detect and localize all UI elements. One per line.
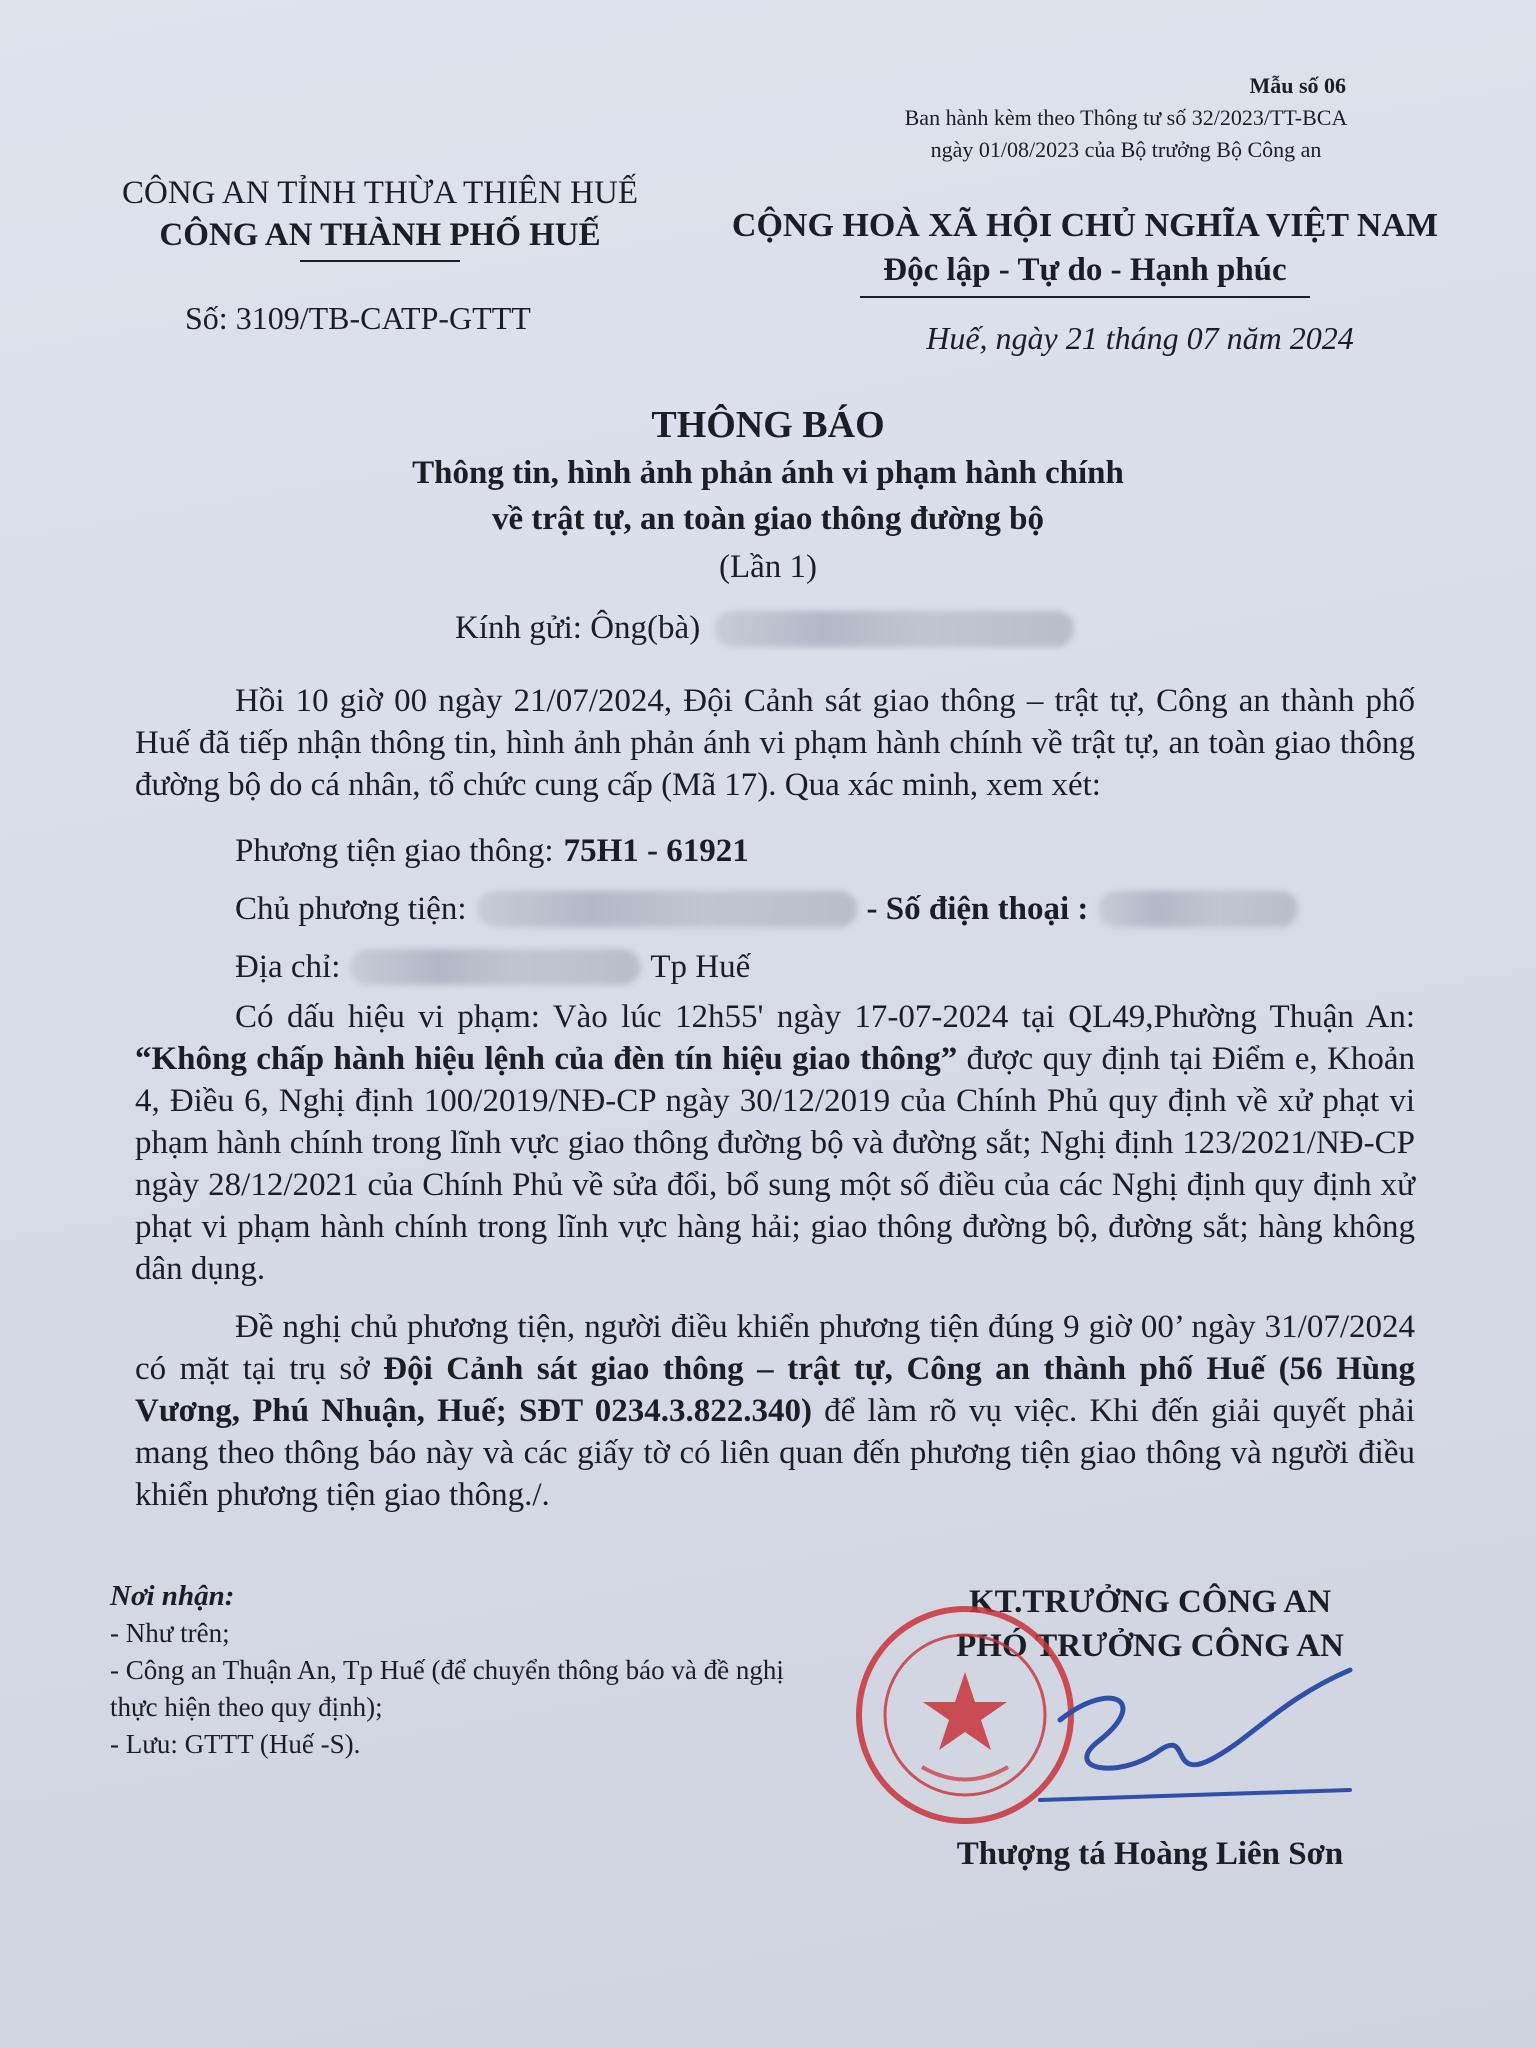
phone-label: - Số điện thoại : bbox=[866, 891, 1089, 927]
country-name: CỘNG HOÀ XÃ HỘI CHỦ NGHĨA VIỆT NAM bbox=[731, 207, 1439, 244]
violation-legal-basis: được quy định tại Điểm e, Khoản 4, Điều 6, Nghị định 100/2019/NĐ-CP ngày 30/12/2019 của Chính Phủ quy định về xử phạt vi phạm hành chính trong lĩnh vực giao thông đường bộ và đường sắt; Nghị định 123/2021/NĐ-CP ngày 28/12/2021 của Chính Phủ về sửa đổi, bổ sung một số điều của các Nghị định quy định xử phạt vi phạm hành chính trong lĩnh vực hàng hải; giao thông đường bộ, đường sắt; hàng không dân dụng. bbox=[135, 1041, 1415, 1287]
paragraph-intake: Hồi 10 giờ 00 ngày 21/07/2024, Đội Cảnh sát giao thông – trật tự, Công an thành phố Huế đã tiếp nhận thông tin, hình ảnh phản ánh vi phạm hành chính về trật tự, an toàn giao thông đường bộ do cá nhân, tổ chức cung cấp (Mã 17). Qua xác minh, xem xét: bbox=[135, 683, 1415, 803]
redacted-phone bbox=[1098, 891, 1298, 927]
recipient-item: - Lưu: GTTT (Huế -S). bbox=[110, 1729, 361, 1759]
recipients-heading: Nơi nhận: bbox=[110, 1580, 235, 1612]
notice-count: (Lần 1) bbox=[718, 549, 818, 585]
signer-title-line-2: PHÓ TRƯỞNG CÔNG AN bbox=[956, 1628, 1344, 1664]
signer-name: Thượng tá Hoàng Liên Sơn bbox=[956, 1836, 1344, 1872]
vehicle-line bbox=[235, 822, 1415, 880]
address-city: Tp Huế bbox=[650, 949, 751, 985]
signer-title-line-1: KT.TRƯỞNG CÔNG AN bbox=[968, 1584, 1332, 1620]
violation-name: “Không chấp hành hiệu lệnh của đèn tín hiệu giao thông” bbox=[135, 1041, 958, 1077]
request-instructions: để làm rõ vụ việc. Khi đến giải quyết phải mang theo thông báo này và các giấy tờ có liên quan đến phương tiện giao thông và người điều khiển phương tiện giao thông./. bbox=[135, 1393, 1415, 1513]
recipient-item: - Công an Thuận An, Tp Huế (để chuyển thông báo và đề nghị thực hiện theo quy định); bbox=[110, 1655, 784, 1722]
national-header bbox=[690, 204, 1480, 298]
document-number: Số: 3109/TB-CATP-GTTT bbox=[185, 300, 531, 336]
national-motto: Độc lập - Tự do - Hạnh phúc bbox=[883, 252, 1287, 288]
address-line bbox=[235, 938, 1415, 996]
owner-label: Chủ phương tiện: bbox=[235, 891, 467, 927]
document-heading bbox=[0, 400, 1536, 592]
form-issued-date: ngày 01/08/2023 của Bộ trưởng Bộ Công an bbox=[930, 137, 1322, 162]
request-intro: Đề nghị chủ phương tiện, người điều khiển phương tiện đúng 9 giờ 00’ ngày 31/07/2024 có mặt tại trụ sở bbox=[135, 1309, 1415, 1387]
form-number: Mẫu số 06 bbox=[1249, 73, 1346, 98]
motto-underline bbox=[860, 296, 1310, 298]
form-issued-by: Ban hành kèm theo Thông tư số 32/2023/TT-BCA bbox=[904, 105, 1348, 130]
form-reference bbox=[846, 70, 1406, 166]
redacted-recipient-name bbox=[714, 611, 1074, 647]
parent-agency: CÔNG AN TỈNH THỪA THIÊN HUẾ bbox=[121, 175, 638, 211]
document-title: THÔNG BÁO bbox=[651, 404, 885, 446]
recipient-line bbox=[455, 610, 1074, 647]
agency-header bbox=[60, 172, 700, 262]
document-subtitle-1: Thông tin, hình ảnh phản ánh vi phạm hành chính bbox=[412, 455, 1124, 491]
redacted-address bbox=[350, 949, 640, 985]
vehicle-label: Phương tiện giao thông: bbox=[235, 833, 554, 869]
paragraph-violation bbox=[135, 996, 1415, 1290]
agency-name: CÔNG AN THÀNH PHỐ HUẾ bbox=[159, 217, 601, 253]
agency-underline bbox=[300, 260, 460, 262]
request-location: Đội Cảnh sát giao thông – trật tự, Công an thành phố Huế (56 Hùng Vương, Phú Nhuận, Huế; SĐT 0234.3.822.340) bbox=[135, 1351, 1415, 1429]
owner-line bbox=[235, 880, 1415, 938]
recipients-list bbox=[110, 1578, 830, 1763]
handwritten-signature bbox=[1020, 1660, 1380, 1820]
violation-intro: Có dấu hiệu vi phạm: Vào lúc 12h55' ngày 17-07-2024 tại QL49,Phường Thuận An: bbox=[235, 999, 1415, 1035]
address-label: Địa chỉ: bbox=[235, 949, 341, 985]
document-subtitle-2: về trật tự, an toàn giao thông đường bộ bbox=[491, 501, 1044, 537]
redacted-owner-name bbox=[477, 891, 857, 927]
vehicle-plate: 75H1 - 61921 bbox=[563, 833, 749, 869]
recipient-label: Kính gửi: Ông(bà) bbox=[455, 610, 701, 646]
paragraph-request bbox=[135, 1306, 1415, 1516]
notice-body bbox=[135, 680, 1415, 1516]
recipient-item: - Như trên; bbox=[110, 1618, 230, 1648]
place-date: Huế, ngày 21 tháng 07 năm 2024 bbox=[926, 320, 1354, 356]
